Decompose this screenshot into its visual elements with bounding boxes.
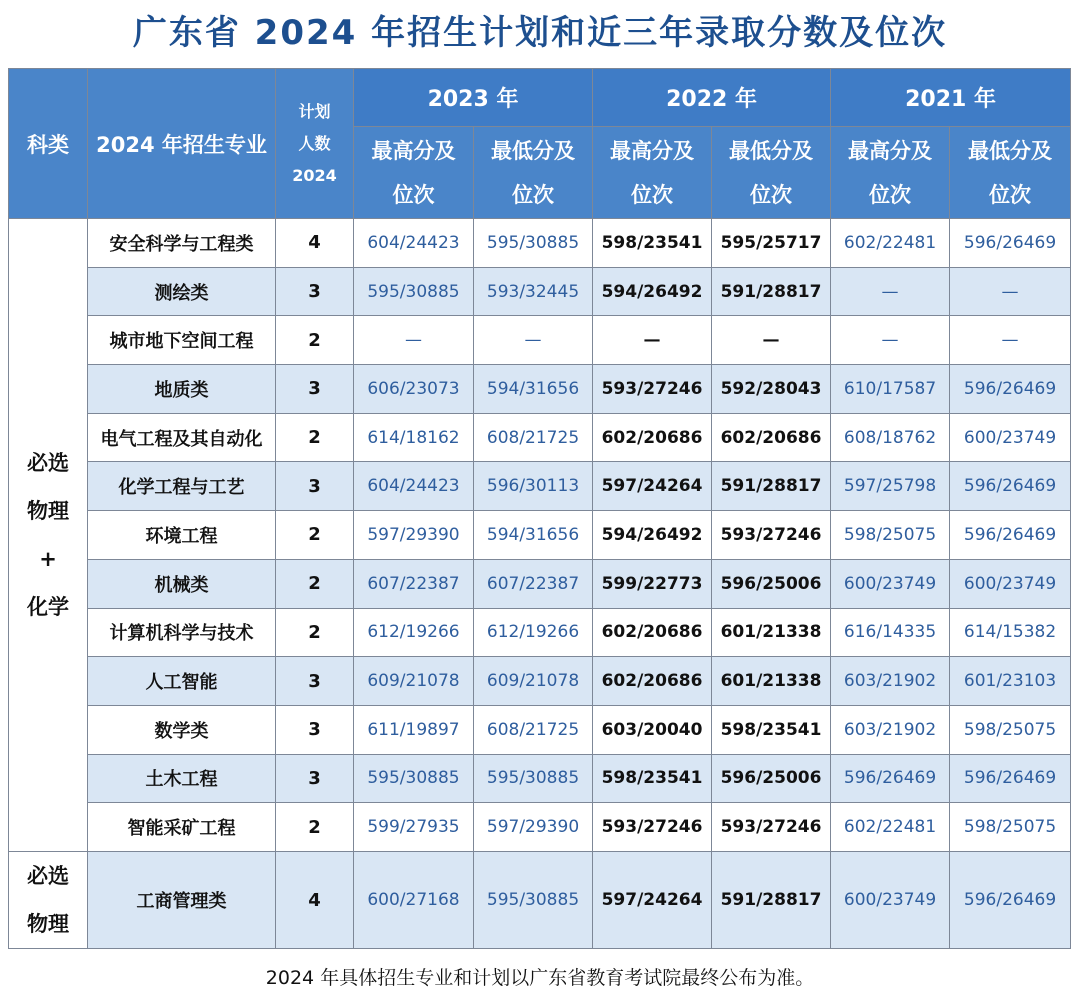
- major-name: 人工智能: [88, 657, 276, 706]
- header-plan-line2: 人数: [298, 133, 331, 153]
- score-rank-cell: 614/18162: [354, 413, 474, 462]
- header-min-line1: 最低分及: [491, 138, 575, 163]
- score-rank-cell: 593/27246: [593, 365, 712, 414]
- header-max-line1: 最高分及: [371, 138, 456, 163]
- score-rank-cell: 603/21902: [831, 657, 950, 706]
- score-rank-cell: 598/23541: [712, 705, 831, 754]
- table-row: [9, 559, 1071, 608]
- score-rank-cell: 595/25717: [712, 219, 831, 268]
- score-rank-cell: 616/14335: [831, 608, 950, 657]
- score-rank-cell: 602/20686: [593, 413, 712, 462]
- header-max-line1: 最高分及: [848, 138, 933, 163]
- header-plan-line1: 计划: [298, 101, 331, 121]
- score-rank-cell: —: [593, 316, 712, 365]
- header-max-line1: 最高分及: [610, 138, 695, 163]
- score-rank-cell: 596/26469: [831, 754, 950, 803]
- category-physics: [9, 851, 88, 948]
- major-name: 智能采矿工程: [88, 803, 276, 852]
- score-rank-cell: 598/25075: [831, 511, 950, 560]
- score-rank-cell: 594/26492: [593, 511, 712, 560]
- page-title: 广东省 2024 年招生计划和近三年录取分数及位次: [132, 13, 948, 53]
- major-name: 环境工程: [88, 511, 276, 560]
- header-2021-min: [950, 127, 1071, 219]
- score-rank-cell: 607/22387: [354, 559, 474, 608]
- plan-count: 3: [276, 365, 354, 414]
- header-category: 科类: [9, 69, 88, 219]
- score-rank-cell: 602/22481: [831, 803, 950, 852]
- header-min-line1: 最低分及: [729, 138, 814, 163]
- major-name: 机械类: [88, 559, 276, 608]
- score-rank-cell: —: [950, 316, 1071, 365]
- score-rank-cell: 609/21078: [354, 657, 474, 706]
- plan-count: 3: [276, 754, 354, 803]
- score-rank-cell: 600/27168: [354, 851, 474, 948]
- plan-count: 3: [276, 705, 354, 754]
- score-rank-cell: 600/23749: [950, 559, 1071, 608]
- score-rank-cell: 597/24264: [593, 462, 712, 511]
- category-line: 物理: [27, 912, 69, 937]
- table-row: [9, 316, 1071, 365]
- category-line: 物理: [27, 498, 69, 523]
- score-rank-cell: 600/23749: [831, 851, 950, 948]
- plan-count: 2: [276, 608, 354, 657]
- category-physics-chemistry: [9, 219, 88, 852]
- header-max-line2: 位次: [869, 182, 912, 207]
- header-min-line2: 位次: [512, 182, 554, 207]
- major-name: 安全科学与工程类: [88, 219, 276, 268]
- header-plan: [276, 69, 354, 219]
- score-rank-cell: 596/30113: [474, 462, 593, 511]
- header-2023-max: [354, 127, 474, 219]
- score-rank-cell: 610/17587: [831, 365, 950, 414]
- score-rank-cell: 597/29390: [474, 803, 593, 852]
- header-year-2023: 2023 年: [354, 69, 593, 127]
- header-min-line2: 位次: [989, 182, 1032, 207]
- header-2023-min: [474, 127, 593, 219]
- score-rank-cell: 593/27246: [593, 803, 712, 852]
- score-rank-cell: 608/18762: [831, 413, 950, 462]
- score-rank-cell: 595/30885: [354, 754, 474, 803]
- plan-count: 3: [276, 267, 354, 316]
- score-rank-cell: —: [831, 267, 950, 316]
- score-rank-cell: 600/23749: [831, 559, 950, 608]
- score-rank-cell: 595/30885: [354, 267, 474, 316]
- plan-count: 2: [276, 413, 354, 462]
- major-name: 工商管理类: [88, 851, 276, 948]
- header-min-line1: 最低分及: [968, 138, 1053, 163]
- score-rank-cell: 604/24423: [354, 219, 474, 268]
- major-name: 城市地下空间工程: [88, 316, 276, 365]
- header-major: 2024 年招生专业: [88, 69, 276, 219]
- score-rank-cell: 596/26469: [950, 219, 1071, 268]
- plan-count: 2: [276, 511, 354, 560]
- header-year-2022: 2022 年: [593, 69, 831, 127]
- score-rank-cell: 600/23749: [950, 413, 1071, 462]
- score-rank-cell: 597/25798: [831, 462, 950, 511]
- header-max-line2: 位次: [631, 182, 674, 207]
- plan-count: 4: [276, 219, 354, 268]
- score-rank-cell: 601/21338: [712, 608, 831, 657]
- score-rank-cell: 594/26492: [593, 267, 712, 316]
- table-row: [9, 705, 1071, 754]
- major-name: 电气工程及其自动化: [88, 413, 276, 462]
- header-year-2021: 2021 年: [831, 69, 1071, 127]
- score-rank-cell: 603/21902: [831, 705, 950, 754]
- footnote: 2024 年具体招生专业和计划以广东省教育考试院最终公布为准。: [265, 967, 815, 989]
- score-rank-cell: 601/21338: [712, 657, 831, 706]
- score-rank-cell: 592/28043: [712, 365, 831, 414]
- score-rank-cell: 597/24264: [593, 851, 712, 948]
- score-rank-cell: 601/23103: [950, 657, 1071, 706]
- table-row: [9, 608, 1071, 657]
- score-rank-cell: 611/19897: [354, 705, 474, 754]
- score-rank-cell: —: [354, 316, 474, 365]
- score-rank-cell: 596/26469: [950, 365, 1071, 414]
- score-rank-cell: 591/28817: [712, 267, 831, 316]
- score-rank-cell: 593/32445: [474, 267, 593, 316]
- score-rank-cell: 596/26469: [950, 462, 1071, 511]
- score-rank-cell: —: [474, 316, 593, 365]
- table-row: [9, 754, 1071, 803]
- score-rank-cell: 595/30885: [474, 851, 593, 948]
- plan-count: 4: [276, 851, 354, 948]
- score-rank-cell: —: [712, 316, 831, 365]
- score-rank-cell: 596/26469: [950, 851, 1071, 948]
- table-row: [9, 803, 1071, 852]
- header-max-line2: 位次: [392, 182, 435, 207]
- score-rank-cell: 594/31656: [474, 511, 593, 560]
- major-name: 数学类: [88, 705, 276, 754]
- table-row: [9, 657, 1071, 706]
- score-rank-cell: 596/26469: [950, 754, 1071, 803]
- score-rank-cell: 609/21078: [474, 657, 593, 706]
- score-rank-cell: 614/15382: [950, 608, 1071, 657]
- score-rank-cell: 596/25006: [712, 754, 831, 803]
- major-name: 土木工程: [88, 754, 276, 803]
- table-row: [9, 511, 1071, 560]
- major-name: 化学工程与工艺: [88, 462, 276, 511]
- score-rank-cell: 593/27246: [712, 511, 831, 560]
- score-rank-cell: 591/28817: [712, 851, 831, 948]
- score-rank-cell: 606/23073: [354, 365, 474, 414]
- category-line: 必选: [27, 450, 69, 475]
- score-rank-cell: 602/22481: [831, 219, 950, 268]
- category-line: 化学: [27, 594, 69, 619]
- score-rank-cell: 595/30885: [474, 754, 593, 803]
- header-min-line2: 位次: [750, 182, 793, 207]
- table-row: [9, 462, 1071, 511]
- score-rank-cell: 603/20040: [593, 705, 712, 754]
- category-line: 必选: [27, 864, 69, 889]
- category-line: +: [39, 546, 57, 571]
- major-name: 计算机科学与技术: [88, 608, 276, 657]
- table-row: [9, 365, 1071, 414]
- score-rank-cell: 608/21725: [474, 413, 593, 462]
- score-rank-cell: 612/19266: [354, 608, 474, 657]
- major-name: 测绘类: [88, 267, 276, 316]
- score-rank-cell: 593/27246: [712, 803, 831, 852]
- score-rank-cell: 598/23541: [593, 219, 712, 268]
- score-rank-cell: 612/19266: [474, 608, 593, 657]
- header-plan-line3: 2024: [292, 165, 337, 185]
- header-2021-max: [831, 127, 950, 219]
- table-row: [9, 267, 1071, 316]
- header-2022-min: [712, 127, 831, 219]
- header-2022-max: [593, 127, 712, 219]
- score-rank-cell: 599/22773: [593, 559, 712, 608]
- score-rank-cell: 602/20686: [593, 608, 712, 657]
- score-rank-cell: 597/29390: [354, 511, 474, 560]
- plan-count: 3: [276, 462, 354, 511]
- score-rank-cell: 595/30885: [474, 219, 593, 268]
- table-row: [9, 219, 1071, 268]
- score-rank-cell: 604/24423: [354, 462, 474, 511]
- table-row: [9, 851, 1071, 948]
- admission-table: [8, 68, 1071, 949]
- score-rank-cell: 596/25006: [712, 559, 831, 608]
- score-rank-cell: 598/25075: [950, 705, 1071, 754]
- plan-count: 2: [276, 316, 354, 365]
- plan-count: 2: [276, 559, 354, 608]
- major-name: 地质类: [88, 365, 276, 414]
- score-rank-cell: 594/31656: [474, 365, 593, 414]
- score-rank-cell: 598/23541: [593, 754, 712, 803]
- score-rank-cell: 608/21725: [474, 705, 593, 754]
- plan-count: 3: [276, 657, 354, 706]
- score-rank-cell: 607/22387: [474, 559, 593, 608]
- score-rank-cell: 596/26469: [950, 511, 1071, 560]
- score-rank-cell: 599/27935: [354, 803, 474, 852]
- score-rank-cell: 591/28817: [712, 462, 831, 511]
- table-row: [9, 413, 1071, 462]
- score-rank-cell: 602/20686: [593, 657, 712, 706]
- score-rank-cell: —: [831, 316, 950, 365]
- plan-count: 2: [276, 803, 354, 852]
- score-rank-cell: 602/20686: [712, 413, 831, 462]
- score-rank-cell: —: [950, 267, 1071, 316]
- score-rank-cell: 598/25075: [950, 803, 1071, 852]
